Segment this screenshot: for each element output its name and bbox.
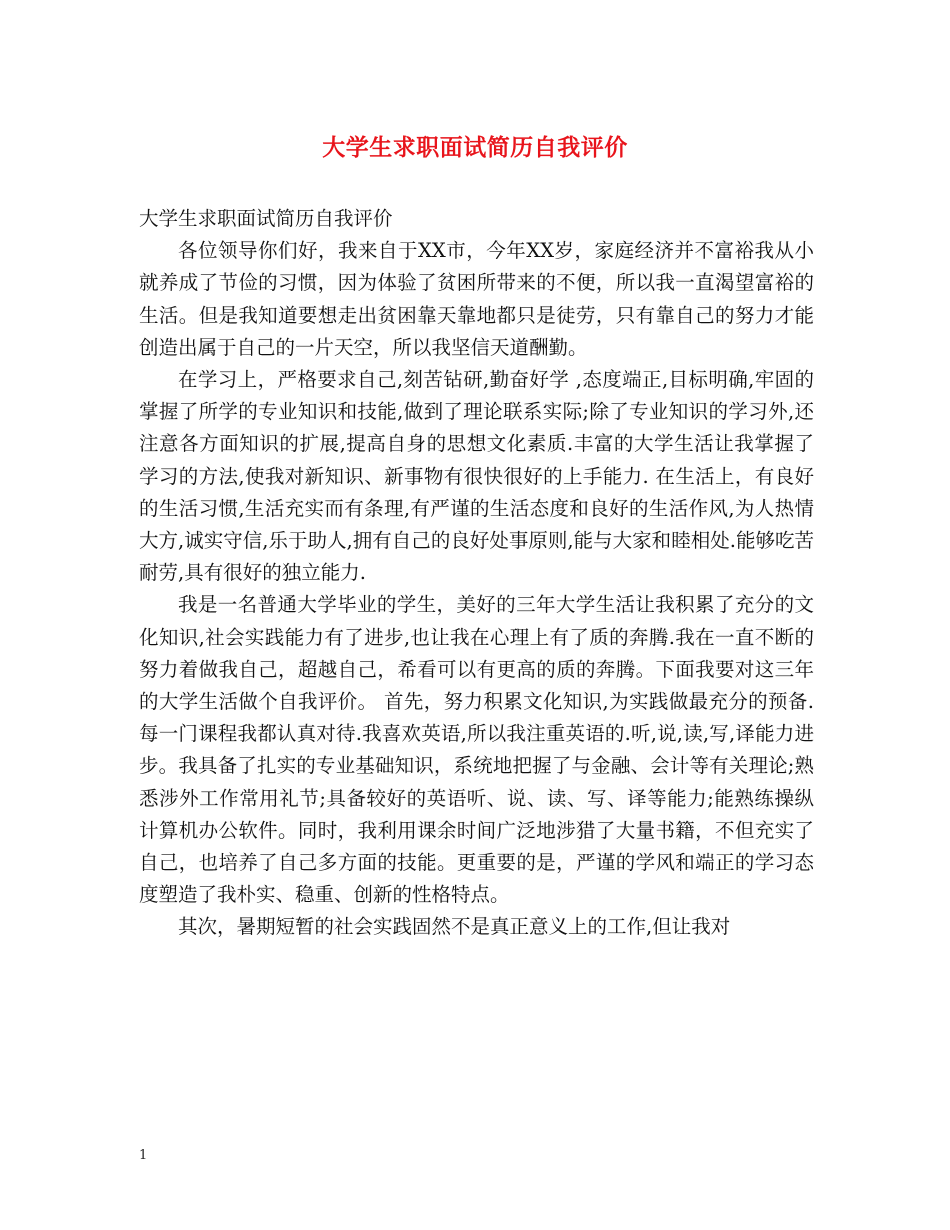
document-subtitle: 大学生求职面试简历自我评价 [139,207,393,230]
document-title: 大学生求职面试简历自我评价 [322,135,628,161]
paragraph-social-practice: 其次，暑期短暂的社会实践固然不是真正意义上的工作,但让我对 [178,915,731,939]
paragraph-intro: 各位领导你们好，我来自于XX市，今年XX岁，家庭经济并不富裕我从小就养成了节俭的习惯，因为体验了贫困所带来的不便，所以我一直渴望富裕的生活。但是我知道要想走出贫困靠天靠地都只是徒劳，只有靠自己的努力才能创造出属于自己的一片天空，所以我坚信天道酬勤。 [139,239,814,359]
paragraph-self-evaluation: 我是一名普通大学毕业的学生，美好的三年大学生活让我积累了充分的文化知识,社会实践能力有了进步,也让我在心理上有了质的奔腾.我在一直不断的努力着做我自己，超越自己，希看可以有更高的质的奔腾。下面我要对这三年的大学生活做个自我评价。 首先，努力积累文化知识,为实践做最充分的预备.每一门课程我都认真对待.我喜欢英语,所以我注重英语的.听,说,读,写,译能力进步。我具备了扎实的专业基础知识，系统地把握了与金融、会计等有关理论;熟悉涉外工作常用礼节;具备较好的英语听、说、读、写、译等能力;能熟练操纵计算机办公软件。同时，我利用课余时间广泛地涉猎了大量书籍，不但充实了自己，也培养了自己多方面的技能。更重要的是，严谨的学风和端正的学习态度塑造了我朴实、稳重、创新的性格特点。 [139,593,814,907]
paragraph-study-life: 在学习上，严格要求自己,刻苦钻研,勤奋好学 ,态度端正,目标明确,牢固的掌握了所学的专业知识和技能,做到了理论联系实际;除了专业知识的学习外,还注意各方面知识的扩展,提高自身的思想文化素质.丰富的大学生活让我掌握了学习的方法,使我对新知识、新事物有很快很好的上手能力. 在生活上，有良好的生活习惯,生活充实而有条理,有严谨的生活态度和良好的生活作风,为人热情大方,诚实守信,乐于助人,拥有自己的良好处事原则,能与大家和睦相处.能够吃苦耐劳,具有很好的独立能力. [139,368,814,585]
page-number: 1 [139,1148,148,1163]
document-body [139,203,814,944]
